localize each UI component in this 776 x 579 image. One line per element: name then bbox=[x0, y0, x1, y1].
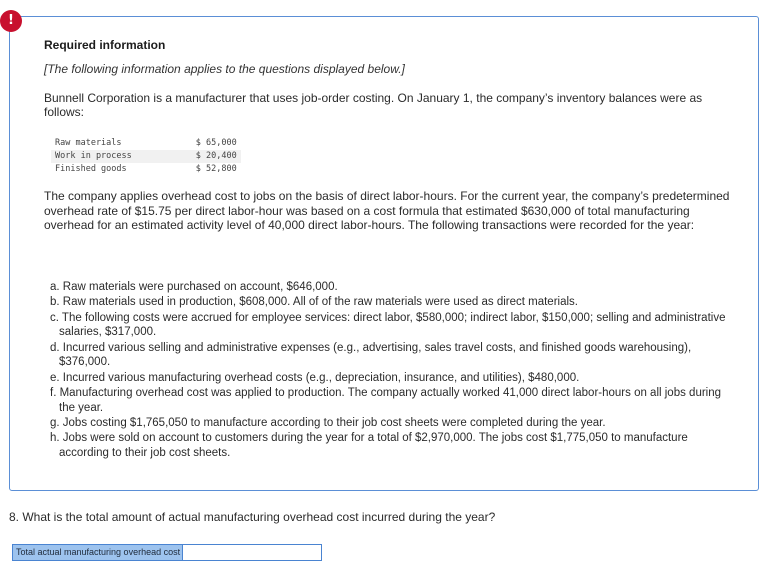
table-row bbox=[51, 137, 241, 150]
list-item: b. Raw materials used in production, $608,000. All of of the raw materials were used as direct materials. bbox=[50, 296, 578, 309]
inventory-balances-table bbox=[51, 137, 241, 176]
answer-label: Total actual manufacturing overhead cost bbox=[13, 545, 182, 560]
inventory-label: Work in process bbox=[51, 150, 136, 163]
section-title: Required information bbox=[44, 38, 166, 52]
list-item: a. Raw materials were purchased on account, $646,000. bbox=[50, 281, 338, 293]
list-item: f. Manufacturing overhead cost was applied to production. The company actually worked 41,000 direct labor-hours on all jobs during the year. bbox=[50, 387, 722, 414]
inventory-label: Raw materials bbox=[55, 138, 122, 148]
answer-input[interactable] bbox=[182, 545, 321, 560]
inventory-amount: $ 20,400 bbox=[136, 150, 241, 163]
answer-row bbox=[12, 544, 322, 561]
list-item: c. The following costs were accrued for employee services: direct labor, $580,000; indirect labor, $150,000; selling and administrative salaries, $317,000. bbox=[50, 311, 726, 339]
intro-paragraph: Bunnell Corporation is a manufacturer that uses job-order costing. On January 1, the company’s inventory balances were as follows: bbox=[44, 91, 703, 119]
list-item: d. Incurred various selling and administrative expenses (e.g., advertising, sales travel costs, and finished goods warehousing), $376,000. bbox=[50, 341, 692, 369]
list-item: g. Jobs costing $1,765,050 to manufacture according to their job cost sheets were completed during the year. bbox=[50, 417, 606, 430]
table-row bbox=[51, 163, 241, 176]
transactions-list bbox=[44, 280, 734, 462]
table-row bbox=[51, 150, 241, 163]
list-item: e. Incurred various manufacturing overhead costs (e.g., depreciation, insurance, and utilities), $480,000. bbox=[50, 371, 580, 384]
inventory-amount: $ 65,000 bbox=[195, 138, 237, 148]
section-subtitle: [The following information applies to the questions displayed below.] bbox=[44, 62, 405, 76]
inventory-label: Finished goods bbox=[55, 164, 127, 174]
list-item: h. Jobs were sold on account to customers during the year for a total of $2,970,000. The jobs cost $1,775,050 to manufacture according to their job cost sheets. bbox=[50, 432, 688, 460]
overhead-paragraph: The company applies overhead cost to jobs on the basis of direct labor-hours. For the current year, the company’s predetermined overhead rate of $15.75 per direct labor-hour was based on a cost formula that estimated $630,000 of total manufacturing overhead for an estimated activity level of 40,000 direct labor-hours. The following transactions were recorded for the year: bbox=[44, 189, 730, 232]
inventory-amount: $ 52,800 bbox=[195, 164, 237, 174]
question-text: 8. What is the total amount of actual manufacturing overhead cost incurred during the year? bbox=[9, 510, 496, 524]
alert-icon: ! bbox=[0, 10, 22, 32]
